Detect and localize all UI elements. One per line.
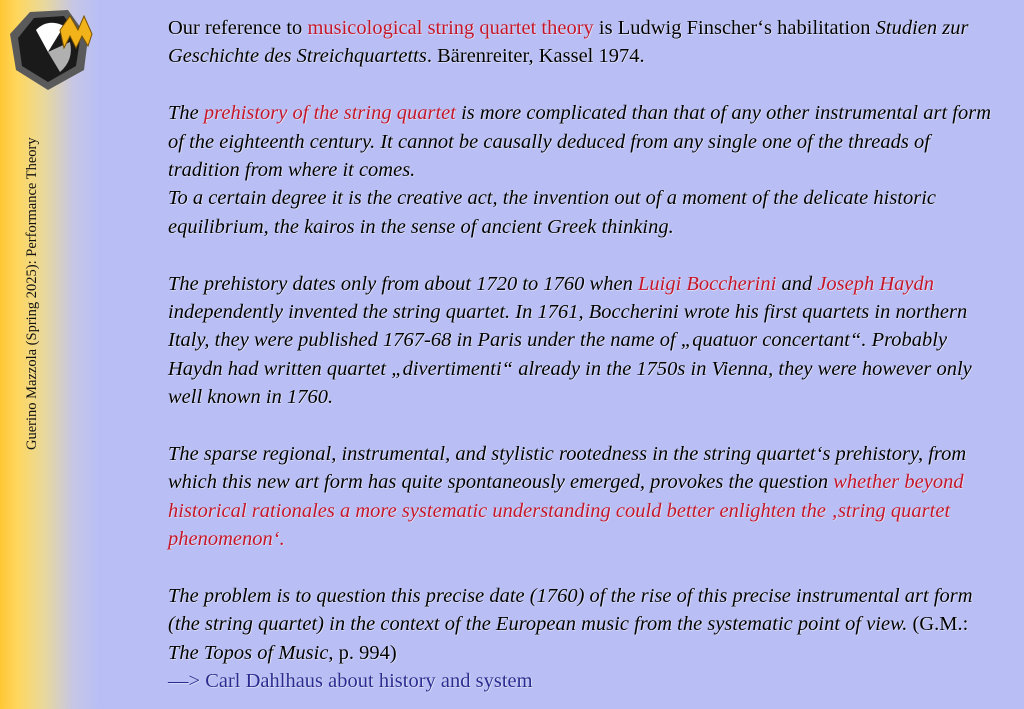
mazzola-logo-icon [8, 8, 118, 96]
sidebar [0, 0, 98, 709]
paragraph-reference: Our reference to musicological string quartet theory is Ludwig Finscher‘s habilitation Studien zur Geschichte des Streichquartetts. Bärenreiter, Kassel 1974. [168, 17, 969, 68]
paragraph-question: The sparse regional, instrumental, and stylistic rootedness in the string quartet‘s prehistory, from which this new art form has quite spontaneously emerged, provokes the question whether beyond historical rationales a more systematic understanding could better enlighten the ‚string quartet phenomenon‘. [168, 443, 967, 551]
author-line: Guerino Mazzola (Spring 2025): Performance Theory [24, 137, 40, 450]
slide-content [168, 14, 998, 696]
paragraph-problem: The problem is to question this precise date (1760) of the rise of this precise instrumental art form (the string quartet) in the context of the European music from the systematic point of view. (G.M.: The Topos of Music, p. 994) —> Carl Dahlhaus about history and system [168, 585, 973, 693]
highlight-boccherini: Luigi Boccherini [637, 272, 777, 295]
arrow-icon: —> [168, 670, 201, 693]
highlight-musicological-theory: musicological string quartet theory [307, 17, 594, 39]
highlight-haydn: Joseph Haydn [817, 272, 935, 295]
topos-title: The Topos of Music [168, 641, 329, 664]
paragraph-prehistory: The prehistory of the string quartet is more complicated than that of any other instrumental art form of the eighteenth century. It cannot be causally deduced from any single one of the threads of tradition from where it comes. To a certain degree it is the creative act, the invention out of a moment of the delicate historic equilibrium, the kairos in the sense of ancient Greek thinking. [168, 102, 992, 238]
paragraph-dates: The prehistory dates only from about 1720 to 1760 when Luigi Boccherini and Joseph Haydn independently invented the string quartet. In 1761, Boccherini wrote his first quartets in northern Italy, they were published 1767-68 in Paris under the name of „quatuor concertant“. Probably Haydn had written quartet „divertimenti“ already in the 1750s in Vienna, they were however only well known in 1760. [168, 272, 972, 409]
dahlhaus-link[interactable]: —> Carl Dahlhaus about history and system [168, 670, 533, 693]
highlight-question: whether beyond historical rationales a more systematic understanding could better enlighten the ‚string quartet phenomenon‘. [168, 471, 964, 551]
highlight-prehistory: prehistory of the string quartet [203, 102, 456, 125]
book-title: Studien zur Geschichte des Streichquartetts [168, 17, 969, 68]
